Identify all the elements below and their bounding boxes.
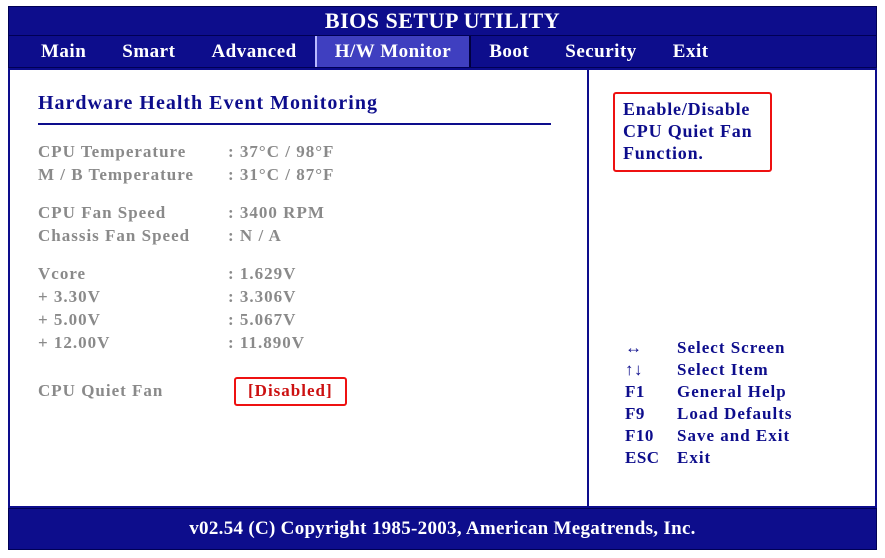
window-title: BIOS SETUP UTILITY [324, 8, 561, 33]
up-down-arrow-icon: ↑↓ [625, 360, 643, 379]
reading-value: : 37°C / 98°F [228, 142, 335, 161]
reading-label: CPU Temperature [38, 142, 187, 161]
key-legend-row-save-and-exit [625, 426, 792, 448]
body-panel [8, 68, 877, 508]
menu-bar[interactable] [8, 36, 877, 68]
key-legend-desc: Select Screen [677, 338, 786, 357]
reading-label: + 12.00V [38, 333, 111, 352]
key-legend-row-select-item [625, 360, 792, 382]
help-line: CPU Quiet Fan [623, 121, 753, 141]
reading-value: : N / A [228, 226, 282, 245]
reading-row-cpu-fan-speed [38, 202, 567, 224]
key-legend-desc: Load Defaults [677, 404, 793, 423]
tab-main[interactable]: Main [41, 40, 87, 62]
cpu-quiet-fan-value[interactable]: [Disabled] [234, 377, 347, 406]
monitor-pane [10, 70, 587, 506]
help-text-box [613, 92, 772, 172]
key-legend-desc: Save and Exit [677, 426, 791, 445]
footer-bar [8, 508, 877, 550]
reading-row-vcore [38, 263, 567, 285]
section-title: Hardware Health Event Monitoring [38, 92, 378, 114]
reading-label: Vcore [38, 264, 87, 283]
key-label-f10: F10 [625, 426, 654, 445]
reading-value: : 31°C / 87°F [228, 165, 335, 184]
reading-row-cpu-temperature [38, 141, 567, 163]
reading-label: + 3.30V [38, 287, 101, 306]
tab-advanced[interactable]: Advanced [211, 40, 297, 62]
reading-value: : 3400 RPM [228, 203, 325, 222]
key-label-f1: F1 [625, 382, 645, 401]
key-legend [625, 338, 792, 470]
key-legend-row-exit [625, 448, 792, 470]
tab-hw-monitor[interactable]: H/W Monitor [315, 36, 472, 67]
help-line: Enable/Disable [623, 99, 751, 119]
copyright-text: v02.54 (C) Copyright 1985-2003, American Megatrends, Inc. [189, 518, 696, 539]
tab-exit[interactable]: Exit [672, 40, 709, 62]
reading-label: Chassis Fan Speed [38, 226, 191, 245]
help-line: Function. [623, 143, 704, 163]
reading-value: : 5.067V [228, 310, 297, 329]
left-right-arrow-icon: ↔ [625, 338, 643, 357]
key-legend-desc: Exit [677, 448, 712, 467]
key-label-esc: ESC [625, 448, 660, 467]
reading-row-5v [38, 309, 567, 331]
readings-list [38, 141, 567, 402]
key-legend-desc: Select Item [677, 360, 769, 379]
setting-row-cpu-quiet-fan[interactable] [38, 380, 567, 402]
key-legend-row-general-help [625, 382, 792, 404]
section-divider [38, 123, 551, 125]
help-pane [589, 70, 875, 506]
tab-smart[interactable]: Smart [122, 40, 176, 62]
setting-label: CPU Quiet Fan [38, 381, 164, 400]
reading-row-mb-temperature [38, 164, 567, 186]
key-label-f9: F9 [625, 404, 645, 423]
key-legend-row-select-screen [625, 338, 792, 360]
reading-label: CPU Fan Speed [38, 203, 167, 222]
reading-label: + 5.00V [38, 310, 101, 329]
tab-boot[interactable]: Boot [489, 40, 530, 62]
reading-row-chassis-fan-speed [38, 225, 567, 247]
reading-label: M / B Temperature [38, 165, 194, 184]
key-legend-row-load-defaults [625, 404, 792, 426]
title-bar [8, 6, 877, 36]
tab-security[interactable]: Security [565, 40, 637, 62]
key-legend-desc: General Help [677, 382, 787, 401]
reading-row-12v [38, 332, 567, 354]
reading-value: : 1.629V [228, 264, 297, 283]
reading-value: : 3.306V [228, 287, 297, 306]
reading-row-3v3 [38, 286, 567, 308]
reading-value: : 11.890V [228, 333, 305, 352]
